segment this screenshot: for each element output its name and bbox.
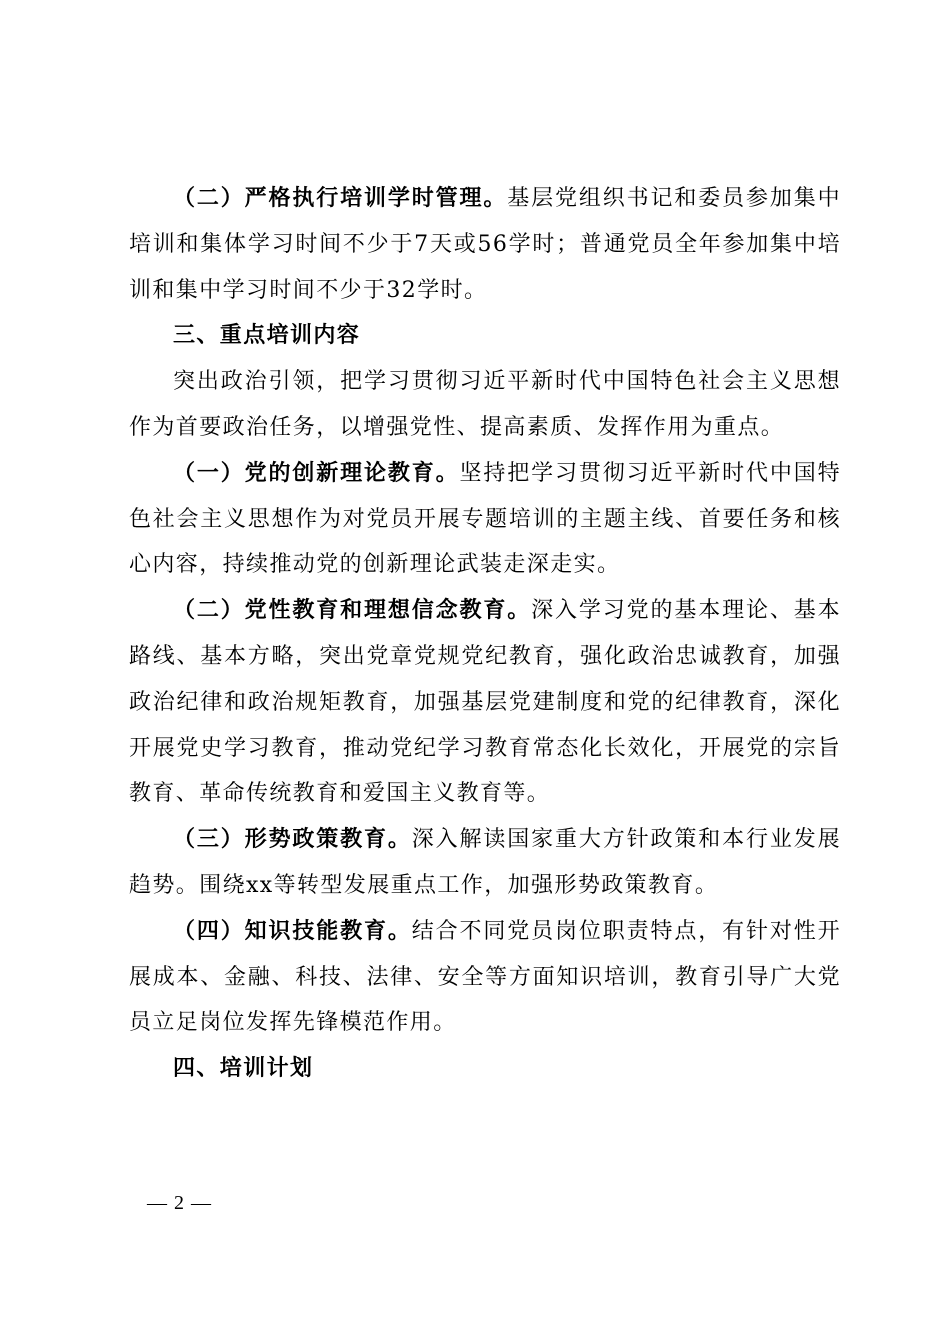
paragraph-lead: （二）严格执行培训学时管理。 — [173, 185, 508, 211]
paragraph-theory-education — [129, 451, 841, 588]
paragraph-body: 结合不同党员岗位职责特点，有针对性开展成本、金融、科技、法律、安全等方面知识培训，教育引导广大党员立足岗位发挥先锋模范作用。 — [129, 918, 841, 1036]
paragraph-body: 深入解读国家重大方针政策和本行业发展趋势。围绕xx等转型发展重点工作，加强形势政策教育。 — [129, 827, 841, 898]
paragraph-lead: （二）党性教育和理想信念教育。 — [173, 597, 532, 624]
page-number: — 2 — — [147, 1192, 212, 1214]
section-heading-training-plan: 四、培训计划 — [173, 1056, 314, 1082]
paragraph-skills-education — [129, 909, 841, 1046]
paragraph-lead: （四）知识技能教育。 — [173, 917, 412, 944]
paragraph-lead: （一）党的创新理论教育。 — [173, 459, 460, 486]
paragraph-party-spirit-education — [129, 588, 841, 817]
paragraph-body: 坚持把学习贯彻习近平新时代中国特色社会主义思想作为对党员开展专题培训的主题主线、首要任务和核心内容，持续推动党的创新理论武装走深走实。 — [129, 460, 841, 578]
paragraph-body: 基层党组织书记和委员参加集中培训和集体学习时间不少于7天或56学时；普通党员全年参加集中培训和集中学习时间不少于32学时。 — [129, 186, 841, 303]
section-heading-key-content: 三、重点培训内容 — [173, 323, 361, 349]
paragraph-body: 突出政治引领，把学习贯彻习近平新时代中国特色社会主义思想作为首要政治任务，以增强党性、提高素质、发挥作用为重点。 — [129, 369, 841, 440]
paragraph-policy-education — [129, 817, 841, 909]
document-body — [129, 176, 841, 1092]
paragraph-study-hours — [129, 176, 841, 313]
paragraph-body: 深入学习党的基本理论、基本路线、基本方略，突出党章党规党纪教育，强化政治忠诚教育，加强政治纪律和政治规矩教育，加强基层党建制度和党的纪律教育，深化开展党史学习教育，推动党纪学习教育常态化长效化，开展党的宗旨教育、革命传统教育和爱国主义教育等。 — [129, 598, 841, 807]
paragraph-lead: （三）形势政策教育。 — [173, 826, 412, 853]
paragraph-intro — [129, 359, 841, 451]
